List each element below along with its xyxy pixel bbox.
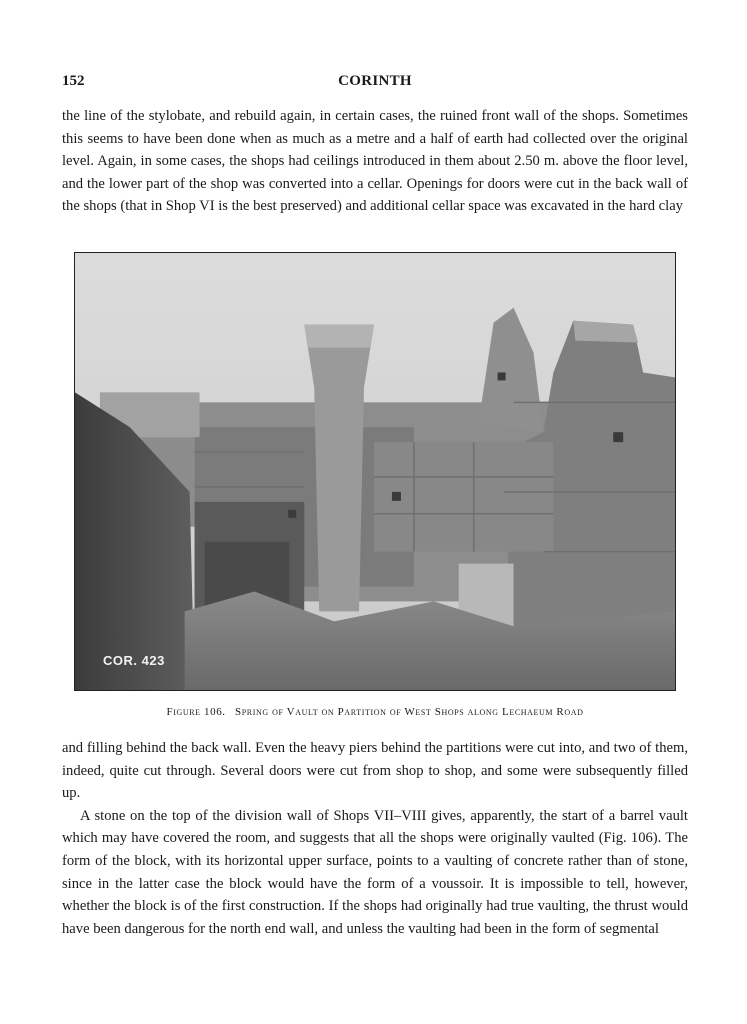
paragraph: A stone on the top of the division wall of Shops VII–VIII gives, apparently, the start of a barrel vault which may have covered the room, and suggests that all the shops were originally vaulted (Fig. 106). The form of the block, with its horizontal upper surface, points to a vaulting of concrete rather than of stone, since in the latter case the block would have the form of a voussoir. It is impossible to tell, however, whether the block is of the first construction. If the shops had originally had true vaulting, the thrust would have been dangerous for the north end wall, and unless the vaulting had been in the form of segmental [62, 807, 688, 937]
running-head [62, 73, 688, 93]
figure-photograph [74, 252, 676, 691]
ruins-photo [75, 253, 675, 690]
photo-negative-stamp: COR. 423 [103, 653, 165, 668]
figure-caption-text: Spring of Vault on Partition of West Shops along Lechaeum Road [235, 706, 584, 718]
running-title: CORINTH [338, 73, 412, 89]
body-text-top [62, 105, 688, 218]
body-text-bottom [62, 737, 688, 940]
figure-number: Figure 106. [166, 706, 226, 718]
paragraph: the line of the stylobate, and rebuild again, in certain cases, the ruined front wall of the shops. Sometimes this seems to have been done when as much as a metre and a half of earth had collected over the original level. Again, in some cases, the shops had ceilings introduced in them about 2.50 m. above the floor level, and the lower part of the shop was converted into a cellar. Openings for doors were cut in the back wall of the shops (that in Shop VI is the best preserved) and additional cellar space was excavated in the hard clay [62, 108, 688, 215]
page-number: 152 [62, 73, 85, 89]
paragraph: and filling behind the back wall. Even the heavy piers behind the partitions were cut into, and two of them, indeed, quite cut through. Several doors were cut from shop to shop, and some were subsequently filled up. [62, 740, 688, 802]
figure-caption [62, 706, 688, 718]
